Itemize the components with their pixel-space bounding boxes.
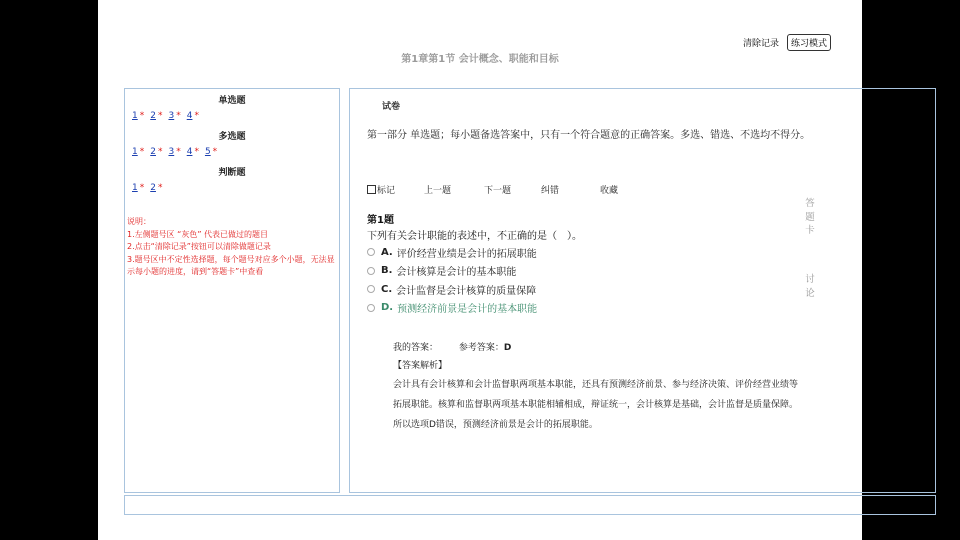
star-marker: * [194, 111, 199, 121]
question-link[interactable] [187, 111, 199, 121]
question-sections [125, 93, 339, 201]
option-letter: C. [381, 283, 393, 295]
prev-question-button[interactable]: 上一题 [424, 186, 452, 196]
question-stem: 下列有关会计职能的表述中，不正确的是（ ）。 [367, 231, 582, 242]
question-link[interactable] [132, 183, 144, 193]
radio-icon[interactable] [367, 285, 375, 293]
question-number: 第1题 [367, 215, 394, 226]
option-letter: B. [381, 265, 393, 277]
answer-option[interactable] [367, 243, 537, 262]
option-text: 评价经营业绩是会计的拓展职能 [396, 248, 537, 260]
reference-answer-label: 参考答案： [458, 343, 504, 353]
star-marker: * [157, 111, 163, 121]
question-link[interactable] [187, 147, 199, 157]
exam-panel [349, 88, 936, 493]
question-link[interactable] [150, 111, 162, 121]
question-link-row [125, 111, 339, 121]
question-link[interactable] [150, 183, 162, 193]
question-link-number: 3 [168, 111, 175, 121]
question-link-number: 1 [132, 183, 138, 193]
option-letter: D. [381, 302, 394, 314]
answer-option[interactable] [367, 299, 537, 318]
star-marker: * [157, 147, 163, 157]
section-title: 多选题 [218, 132, 246, 142]
star-marker: * [176, 111, 181, 121]
reference-answer-value: D [503, 343, 512, 353]
report-error-button[interactable]: 纠错 [541, 186, 560, 196]
answer-row [393, 340, 511, 353]
option-text: 会计核算是会计的基本职能 [396, 267, 517, 279]
star-marker: * [139, 111, 145, 121]
page [98, 0, 862, 540]
mark-label: 标记 [377, 186, 396, 196]
question-link-number: 1 [132, 111, 138, 121]
analysis-text: 会计具有会计核算和会计监督职两项基本职能，还具有预测经济前景、参与经济决策、评价经营业绩等拓展职能。核算和监督职两项基本职能相辅相成，辩证统一，会计核算是基础，会计监督是质量保障。所以选项D错误，预测经济前景是会计的拓展职能。 [393, 380, 799, 430]
question-link[interactable] [132, 111, 144, 121]
analysis-title: 【答案解析】 [393, 361, 448, 371]
question-link-number: 5 [204, 147, 211, 157]
bottom-bar [124, 495, 936, 515]
discuss-link[interactable]: 讨论 [805, 274, 815, 299]
question-link-row [125, 147, 339, 157]
star-marker: * [139, 147, 145, 157]
question-link-row [125, 183, 339, 193]
instructions-note [127, 216, 339, 279]
question-link-number: 3 [168, 147, 175, 157]
section-title: 判断题 [218, 168, 246, 178]
next-question-button[interactable]: 下一题 [484, 186, 512, 196]
favorite-button[interactable]: 收藏 [600, 186, 619, 196]
star-marker: * [157, 183, 163, 193]
star-marker: * [194, 147, 199, 157]
clear-records-button[interactable]: 清除记录 [742, 39, 779, 49]
star-marker: * [212, 147, 218, 157]
note-line-2: 2.点击“清除记录”按钮可以清除做题记录 [127, 242, 271, 251]
answer-card-link[interactable]: 答题卡 [805, 198, 815, 236]
mark-checkbox[interactable] [367, 185, 376, 194]
question-link-number: 4 [186, 111, 193, 121]
section-title: 单选题 [218, 96, 246, 106]
section-instructions: 第一部分 单选题；每小题备选答案中，只有一个符合题意的正确答案。多选、错选、不选均不得分。 [367, 130, 811, 141]
radio-icon[interactable] [367, 267, 375, 275]
star-marker: * [139, 183, 145, 193]
radio-icon[interactable] [367, 248, 375, 256]
radio-icon[interactable] [367, 304, 375, 312]
star-marker: * [176, 147, 181, 157]
question-toolbar [367, 183, 618, 196]
question-link-number: 2 [150, 183, 156, 193]
top-actions [743, 34, 831, 51]
question-link[interactable] [132, 147, 144, 157]
question-link-number: 4 [186, 147, 193, 157]
question-link-number: 2 [150, 111, 156, 121]
question-link[interactable] [168, 111, 180, 121]
question-index-panel [124, 88, 340, 493]
practice-mode-button[interactable]: 练习模式 [787, 34, 831, 51]
mark-button[interactable] [367, 183, 424, 196]
note-heading: 说明： [127, 217, 151, 226]
note-line-3: 3.题号区中不定性选择题，每个题号对应多个小题，无法显示每小题的进度，请到“答题卡”中查看 [127, 254, 335, 276]
question-link-number: 1 [132, 147, 138, 157]
my-answer-label: 我的答案： [393, 343, 439, 353]
answer-option[interactable] [367, 280, 537, 299]
question-link[interactable] [150, 147, 162, 157]
answer-options [367, 243, 537, 317]
option-letter: A. [381, 246, 393, 258]
option-text: 预测经济前景是会计的基本职能 [397, 304, 538, 316]
question-link[interactable] [168, 147, 180, 157]
question-link[interactable] [205, 147, 217, 157]
question-link-number: 2 [150, 147, 156, 157]
paper-label: 试卷 [382, 102, 401, 112]
chapter-title: 第1章第1节 会计概念、职能和目标 [401, 54, 559, 65]
answer-option[interactable] [367, 262, 537, 281]
note-line-1: 1.左侧题号区 “灰色” 代表已做过的题目 [127, 229, 269, 239]
option-text: 会计监督是会计核算的质量保障 [396, 285, 537, 297]
